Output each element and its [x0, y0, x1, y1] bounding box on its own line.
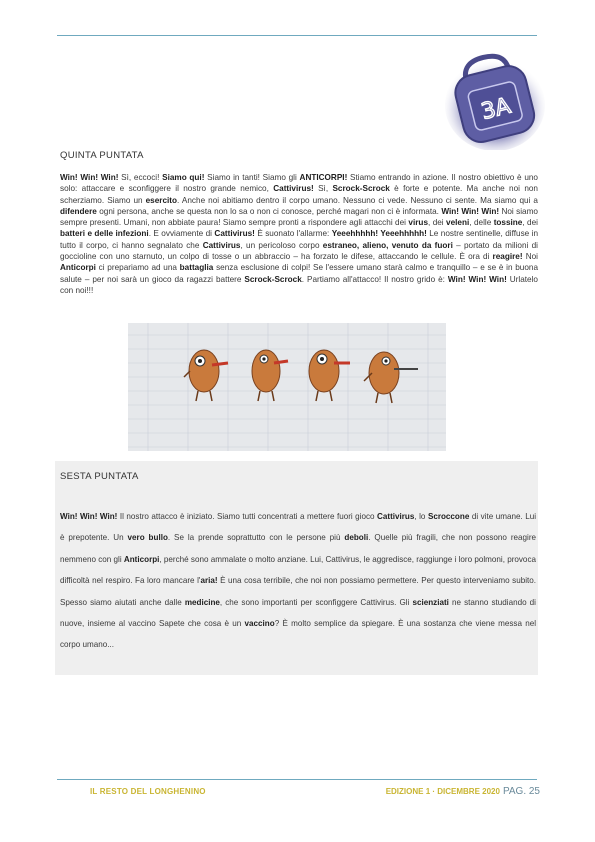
emphasis-text: Scrock-Scrock	[244, 274, 302, 284]
section-title: QUINTA PUNTATA	[60, 150, 144, 161]
body-text: , dei	[428, 218, 447, 228]
emphasis-text: Cattivirus	[377, 512, 415, 521]
header-divider	[57, 35, 537, 36]
emphasis-text: tossine	[493, 218, 523, 228]
body-text: Noi	[522, 252, 538, 262]
emphasis-text: aria!	[200, 576, 218, 586]
body-text: , dei	[522, 218, 538, 228]
emphasis-text: Scroccone	[427, 512, 470, 521]
body-text: Sì,	[313, 184, 333, 194]
emphasis-text: battaglia	[179, 263, 214, 273]
body-text: , perché sono ammalate o molto anziane. Lui, Cattivirus, le aggredisce, raggiunge i loro polmoni, provoca difficoltà nel respiro. Fa loro mancare l'	[60, 554, 536, 586]
emphasis-text: veleni	[446, 218, 470, 228]
emphasis-text: medicine	[184, 597, 220, 607]
backpack-badge-icon	[445, 50, 545, 150]
body-text: Noi siamo sempre presenti. Umani, non abbiate paura! Siamo sempre pronti a rispondere agli attacchi dei	[60, 206, 538, 228]
emphasis-text: scienziati	[412, 597, 449, 607]
emphasis-text: Win! Win! Win!	[60, 512, 118, 521]
body-text: Siamo in tanti! Siamo gli	[204, 173, 300, 182]
emphasis-text: Scrock-Scrock	[332, 184, 390, 194]
emphasis-text: reagire!	[492, 252, 523, 262]
emphasis-text: vaccino	[244, 619, 275, 629]
emphasis-text: esercito	[145, 195, 178, 205]
emphasis-text: Win! Win! Win!	[60, 173, 119, 182]
notebook-drawing-image	[128, 323, 446, 451]
badge-label: 3A	[478, 93, 514, 126]
emphasis-text: Cattivirus!	[273, 184, 314, 194]
body-text: , lo	[414, 512, 428, 521]
body-text: ? È molto semplice da spiegare. È una sostanza che viene messa nel corpo umano...	[60, 619, 536, 650]
emphasis-text: virus	[408, 218, 428, 228]
emphasis-text: Anticorpi	[123, 554, 160, 564]
emphasis-text: batteri e delle infezioni	[60, 229, 149, 239]
emphasis-text: Win! Win! Win!	[447, 274, 507, 284]
body-text: È suonato l'allarme:	[254, 229, 332, 239]
body-text: di vite umane. Lui è prepotente. Un	[60, 512, 537, 543]
body-text: Il nostro attacco è iniziato. Siamo tutti concentrati a mettere fuori gioco	[117, 512, 378, 521]
emphasis-text: deboli	[344, 533, 369, 543]
body-text: – portato da milioni di goccioline con uno starnuto, un colpo di tosse o un abbraccio – ha forzato le difese, attaccando le cellule. È ora di	[60, 240, 539, 262]
newspaper-name: IL RESTO DEL LONGHENINO	[90, 787, 206, 796]
body-text: . Anche noi abitiamo dentro il corpo umano. Nessuno ci vede. Nessuno ci sente. Ma siamo qui a	[177, 195, 538, 205]
body-text: , delle	[469, 218, 494, 228]
body-text: , che sono importanti per sconfiggere Cattivirus. Gli	[219, 597, 413, 607]
emphasis-text: estraneo, alieno, venuto da fuori	[322, 240, 453, 250]
body-text: . Partiamo all'attacco! Il nostro grido è:	[301, 274, 448, 284]
body-text: Le nostre sentinelle, diffuse in tutto il corpo, ci hanno segnalato che	[60, 229, 539, 250]
emphasis-text: ANTICORPI!	[299, 173, 348, 182]
emphasis-text: Anticorpi	[60, 263, 96, 273]
emphasis-text: Yeeehhhhh! Yeeehhhhh!	[331, 229, 427, 239]
body-text: è forte e potente. Ma anche noi non scherziamo. Siamo un	[60, 184, 538, 205]
body-text: Stiamo entrando in azione. Il nostro obiettivo è uno solo: attaccare e sconfiggere il nostro grande nemico,	[60, 173, 538, 194]
body-text: . Quelle più fragili, che non possono reagire nemmeno con gli	[60, 533, 537, 564]
section-title: SESTA PUNTATA	[60, 471, 139, 482]
body-text: ne stanno studiando di nuove, insieme al vaccino Sapete che cosa è un	[60, 597, 536, 629]
footer-divider	[57, 779, 537, 780]
body-text: ogni persona, anche se questa non lo sa o non ci conosce, perché magari non ci è informata.	[96, 206, 442, 216]
page-number: PAG. 25	[502, 786, 540, 797]
emphasis-text: Cattivirus	[202, 240, 241, 250]
emphasis-text: vero bullo	[127, 533, 168, 543]
body-text: . Se la prende soprattutto con le persone più	[167, 533, 345, 543]
body-text: ci prepariamo ad una	[95, 263, 180, 273]
footer-edition	[386, 786, 540, 797]
edition-date: EDIZIONE 1 · DICEMBRE 2020	[385, 787, 500, 796]
body-text: senza esclusione di colpi! Se l'essere umano starà calmo e tranquillo – e se è in buona salute – per noi sarà un gioco da ragazzi battere	[60, 263, 539, 284]
emphasis-text: Cattivirus!	[214, 229, 255, 239]
emphasis-text: Win! Win! Win!	[441, 206, 500, 216]
body-text: , un pericoloso corpo	[240, 240, 323, 250]
children-drawing-photo	[128, 323, 446, 451]
body-text: Sì, eccoci!	[118, 173, 163, 182]
body-text: È una cosa terribile, che noi non possiamo permettere. Per questo interveniamo subito. Spesso siamo aiutati anche dalle	[60, 576, 536, 607]
story-paragraph	[60, 172, 538, 296]
body-text: Urlatelo con noi!!!	[60, 274, 538, 295]
body-text: . E ovviamente di	[148, 229, 215, 239]
emphasis-text: Siamo qui!	[162, 173, 205, 182]
story-paragraph	[60, 506, 536, 656]
emphasis-text: difendere	[60, 206, 97, 216]
